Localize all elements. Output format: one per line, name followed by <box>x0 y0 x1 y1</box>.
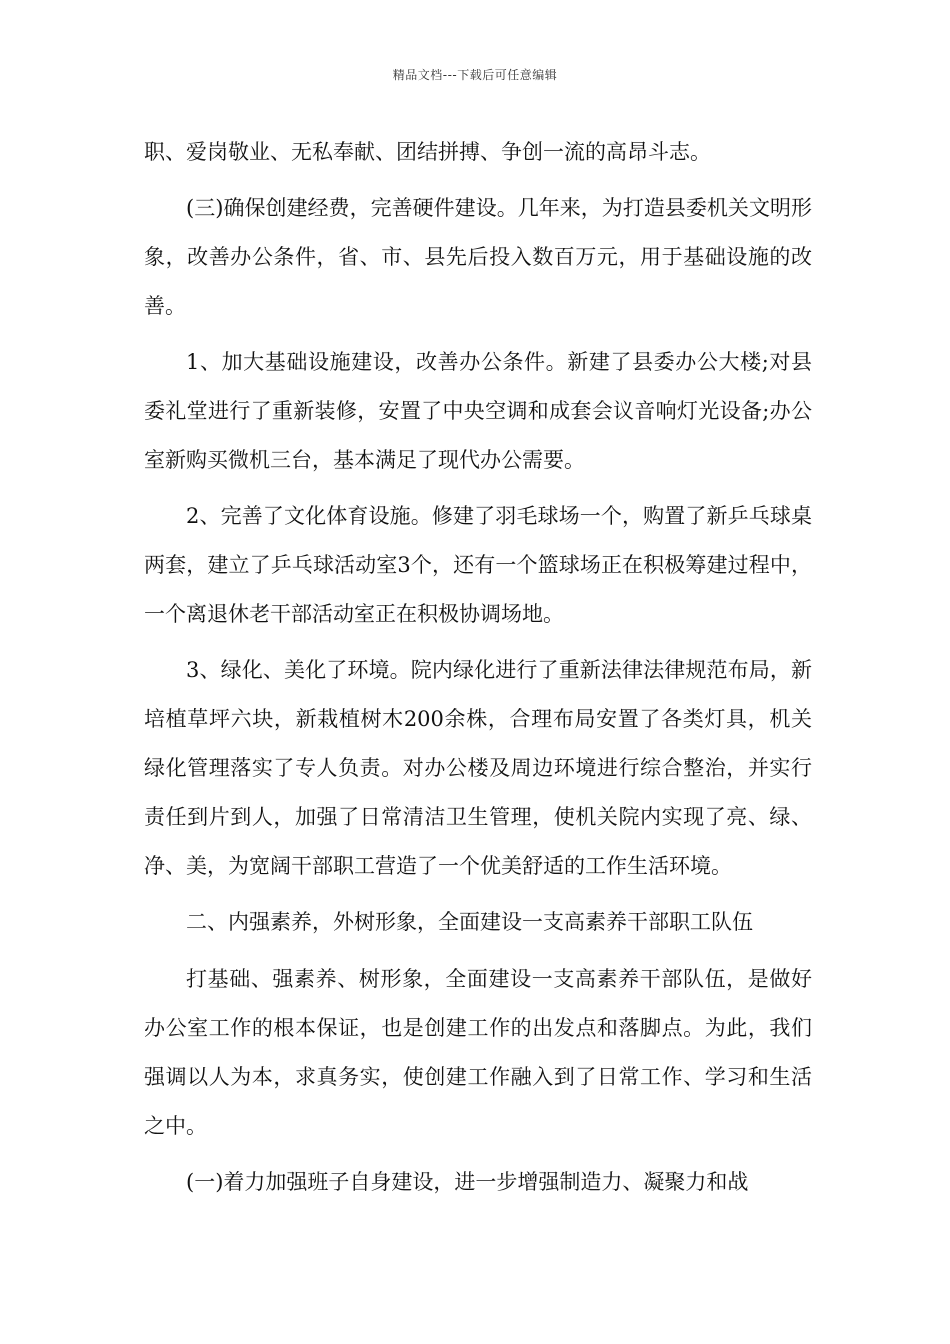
paragraph-continuation: 职、爱岗敬业、无私奉献、团结拼搏、争创一流的高昂斗志。 <box>144 140 711 164</box>
document-body <box>144 128 812 1207</box>
paragraph-item-3: 3、绿化、美化了环境。院内绿化进行了重新法律法律规范布局，新培植草坪六块，新栽植树木200余株，合理布局安置了各类灯具，机关绿化管理落实了专人负责。对办公楼及周边环境进行综合整治，并实行责任到片到人，加强了日常清洁卫生管理，使机关院内实现了亮、绿、净、美，为宽阔干部职工营造了一个优美舒适的工作生活环境。 <box>144 658 812 879</box>
paragraph-item-2: 2、完善了文化体育设施。修建了羽毛球场一个，购置了新乒乓球桌两套，建立了乒乓球活动室3个，还有一个篮球场正在积极筹建过程中，一个离退休老干部活动室正在积极协调场地。 <box>144 504 812 627</box>
section-heading-2: 二、内强素养，外树形象，全面建设一支高素养干部职工队伍 <box>186 910 753 935</box>
paragraph-subsection-1: (一)着力加强班子自身建设，进一步增强制造力、凝聚力和战 <box>186 1169 749 1194</box>
page-header: 精品文档---下载后可任意编辑 <box>392 68 558 82</box>
paragraph-section-3: (三)确保创建经费，完善硬件建设。几年来，为打造县委机关文明形象，改善办公条件，省、市、县先后投入数百万元，用于基础设施的改善。 <box>144 196 812 319</box>
paragraph-intro: 打基础、强素养、树形象，全面建设一支高素养干部队伍，是做好办公室工作的根本保证，也是创建工作的出发点和落脚点。为此，我们强调以人为本，求真务实，使创建工作融入到了日常工作、学习和生活之中。 <box>144 966 812 1138</box>
paragraph-item-1: 1、加大基础设施建设，改善办公条件。新建了县委办公大楼;对县委礼堂进行了重新装修，安置了中央空调和成套会议音响灯光设备;办公室新购买微机三台，基本满足了现代办公需要。 <box>144 350 812 473</box>
